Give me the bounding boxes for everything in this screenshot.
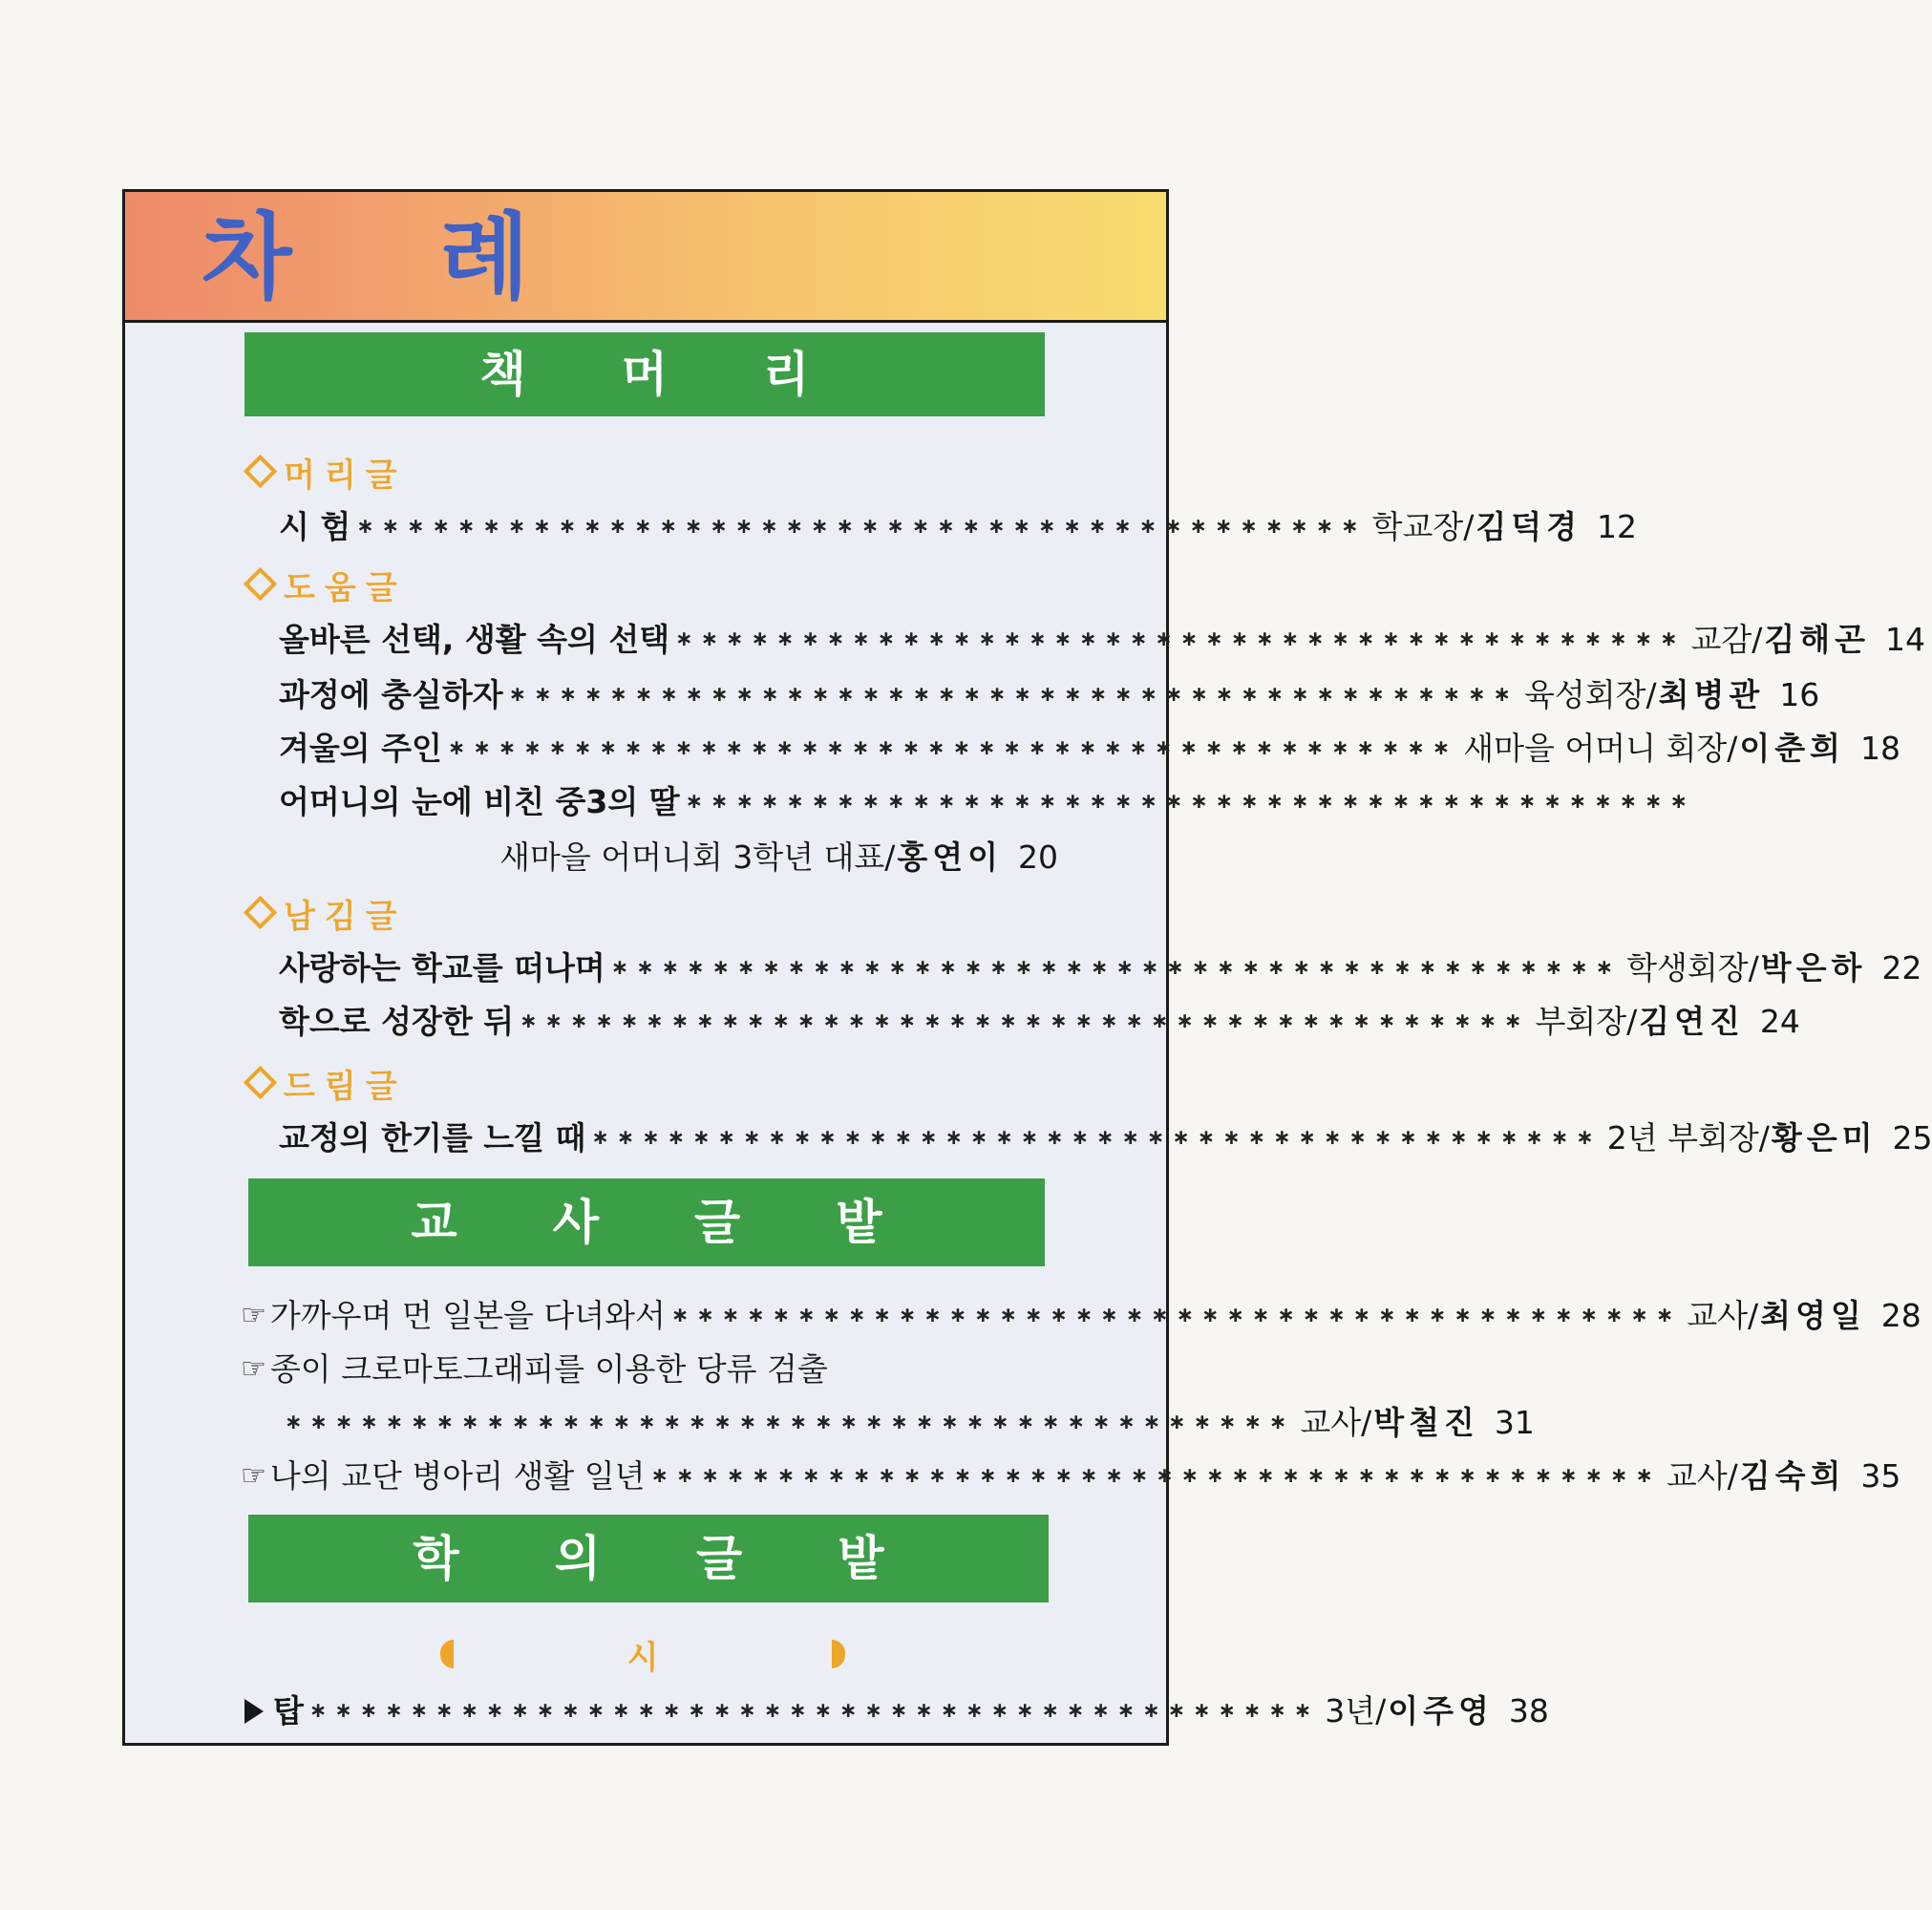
half-circle-left-icon xyxy=(440,1640,454,1668)
page-title: 차 례 xyxy=(202,202,587,312)
toc-entry[interactable]: 올바른 선택, 생활 속의 선택 ∗∗∗∗∗∗∗∗∗∗∗∗∗∗∗∗∗∗∗∗∗∗∗∗∗∗∗∗∗∗∗∗∗∗∗∗∗∗∗∗ 교감/김해곤 14 xyxy=(279,619,1058,661)
toc-entry[interactable]: 학으로 성장한 뒤 ∗∗∗∗∗∗∗∗∗∗∗∗∗∗∗∗∗∗∗∗∗∗∗∗∗∗∗∗∗∗∗∗∗∗∗∗∗∗∗∗ 부회장/김연진 24 xyxy=(279,1001,1058,1043)
leader-dots: ∗∗∗∗∗∗∗∗∗∗∗∗∗∗∗∗∗∗∗∗∗∗∗∗∗∗∗∗∗∗∗∗∗∗∗∗∗∗∗∗ xyxy=(650,1464,1661,1488)
leader-dots: ∗∗∗∗∗∗∗∗∗∗∗∗∗∗∗∗∗∗∗∗∗∗∗∗∗∗∗∗∗∗∗∗∗∗∗∗∗∗∗∗ xyxy=(520,1009,1530,1033)
section-foreword: 머리글 xyxy=(241,456,407,495)
section-farewell: 남김글 xyxy=(241,898,407,936)
pointing-hand-icon: ☞ xyxy=(241,1352,266,1386)
band-students: 학의글밭 xyxy=(248,1515,1049,1602)
half-circle-right-icon xyxy=(832,1640,845,1668)
toc-entry-title[interactable]: ☞ 종이 크로마토그래피를 이용한 당류 검출 xyxy=(241,1348,1058,1390)
section-poetry: 시 xyxy=(440,1635,845,1673)
triangle-arrow-icon xyxy=(244,1699,264,1724)
title-header xyxy=(125,192,1166,323)
section-dedication: 드림글 xyxy=(241,1068,407,1106)
section-guidance: 도움글 xyxy=(241,569,407,607)
toc-entry-title[interactable]: 어머니의 눈에 비친 중3의 딸 ∗∗∗∗∗∗∗∗∗∗∗∗∗∗∗∗∗∗∗∗∗∗∗∗∗∗∗∗∗∗∗∗∗∗∗∗∗∗∗∗ xyxy=(279,781,1001,823)
leader-dots: ∗∗∗∗∗∗∗∗∗∗∗∗∗∗∗∗∗∗∗∗∗∗∗∗∗∗∗∗∗∗∗∗∗∗∗∗∗∗∗∗ xyxy=(508,683,1518,707)
leader-dots: ∗∗∗∗∗∗∗∗∗∗∗∗∗∗∗∗∗∗∗∗∗∗∗∗∗∗∗∗∗∗∗∗∗∗∗∗∗∗∗∗ xyxy=(675,627,1686,651)
toc-entry[interactable]: 교정의 한기를 느낄 때 ∗∗∗∗∗∗∗∗∗∗∗∗∗∗∗∗∗∗∗∗∗∗∗∗∗∗∗∗∗∗∗∗∗∗∗∗∗∗∗∗ 2년 부회장/황은미 25 xyxy=(279,1117,1058,1159)
toc-entry[interactable]: 과정에 충실하자 ∗∗∗∗∗∗∗∗∗∗∗∗∗∗∗∗∗∗∗∗∗∗∗∗∗∗∗∗∗∗∗∗∗∗∗∗∗∗∗∗ 육성회장/최병관 16 xyxy=(279,674,1058,716)
band-preface: 책머리 xyxy=(244,332,1045,416)
leader-dots: ∗∗∗∗∗∗∗∗∗∗∗∗∗∗∗∗∗∗∗∗∗∗∗∗∗∗∗∗∗∗∗∗∗∗∗∗∗∗∗∗ xyxy=(356,515,1367,539)
leader-dots: ∗∗∗∗∗∗∗∗∗∗∗∗∗∗∗∗∗∗∗∗∗∗∗∗∗∗∗∗∗∗∗∗∗∗∗∗∗∗∗∗ xyxy=(447,736,1458,760)
leader-dots: ∗∗∗∗∗∗∗∗∗∗∗∗∗∗∗∗∗∗∗∗∗∗∗∗∗∗∗∗∗∗∗∗∗∗∗∗∗∗∗∗ xyxy=(685,790,1695,814)
diamond-icon xyxy=(244,896,277,929)
toc-entry[interactable]: 탑 ∗∗∗∗∗∗∗∗∗∗∗∗∗∗∗∗∗∗∗∗∗∗∗∗∗∗∗∗∗∗∗∗∗∗∗∗∗∗∗∗ 3년/이주영 38 xyxy=(244,1690,1058,1732)
diamond-icon xyxy=(244,455,277,488)
toc-entry[interactable]: 시 험 ∗∗∗∗∗∗∗∗∗∗∗∗∗∗∗∗∗∗∗∗∗∗∗∗∗∗∗∗∗∗∗∗∗∗∗∗∗∗∗∗ 학교장/김덕경 12 xyxy=(279,506,1058,548)
leader-dots: ∗∗∗∗∗∗∗∗∗∗∗∗∗∗∗∗∗∗∗∗∗∗∗∗∗∗∗∗∗∗∗∗∗∗∗∗∗∗∗∗ xyxy=(610,956,1622,980)
leader-dots: ∗∗∗∗∗∗∗∗∗∗∗∗∗∗∗∗∗∗∗∗∗∗∗∗∗∗∗∗∗∗∗∗∗∗∗∗∗∗∗∗ xyxy=(591,1126,1602,1150)
toc-entry[interactable]: ☞ 나의 교단 병아리 생활 일년 ∗∗∗∗∗∗∗∗∗∗∗∗∗∗∗∗∗∗∗∗∗∗∗∗∗∗∗∗∗∗∗∗∗∗∗∗∗∗∗∗ 교사/김숙희 35 xyxy=(241,1455,1058,1497)
leader-dots: ∗∗∗∗∗∗∗∗∗∗∗∗∗∗∗∗∗∗∗∗∗∗∗∗∗∗∗∗∗∗∗∗∗∗∗∗∗∗∗∗ xyxy=(285,1411,1295,1434)
pointing-hand-icon: ☞ xyxy=(241,1299,266,1332)
toc-entry-byline: 새마을 어머니회 3학년 대표/홍연이 20 xyxy=(499,838,1058,876)
toc-entry[interactable]: ☞ 가까우며 먼 일본을 다녀와서 ∗∗∗∗∗∗∗∗∗∗∗∗∗∗∗∗∗∗∗∗∗∗∗∗∗∗∗∗∗∗∗∗∗∗∗∗∗∗∗∗ 교사/최영일 28 xyxy=(241,1295,1058,1337)
pointing-hand-icon: ☞ xyxy=(241,1459,266,1493)
toc-entry[interactable]: 겨울의 주인 ∗∗∗∗∗∗∗∗∗∗∗∗∗∗∗∗∗∗∗∗∗∗∗∗∗∗∗∗∗∗∗∗∗∗∗∗∗∗∗∗ 새마을 어머니 회장/이춘희 18 xyxy=(279,728,1058,770)
band-teachers: 교사글밭 xyxy=(248,1178,1045,1266)
diamond-icon xyxy=(244,1066,277,1099)
toc-entry-byline: ∗∗∗∗∗∗∗∗∗∗∗∗∗∗∗∗∗∗∗∗∗∗∗∗∗∗∗∗∗∗∗∗∗∗∗∗∗∗∗∗ 교사/박철진 31 xyxy=(279,1402,1058,1444)
toc-entry[interactable]: 사랑하는 학교를 떠나며 ∗∗∗∗∗∗∗∗∗∗∗∗∗∗∗∗∗∗∗∗∗∗∗∗∗∗∗∗∗∗∗∗∗∗∗∗∗∗∗∗ 학생회장/박은하 22 xyxy=(279,947,1058,989)
leader-dots: ∗∗∗∗∗∗∗∗∗∗∗∗∗∗∗∗∗∗∗∗∗∗∗∗∗∗∗∗∗∗∗∗∗∗∗∗∗∗∗∗ xyxy=(308,1699,1320,1723)
diamond-icon xyxy=(244,567,277,601)
leader-dots: ∗∗∗∗∗∗∗∗∗∗∗∗∗∗∗∗∗∗∗∗∗∗∗∗∗∗∗∗∗∗∗∗∗∗∗∗∗∗∗∗ xyxy=(670,1304,1682,1327)
